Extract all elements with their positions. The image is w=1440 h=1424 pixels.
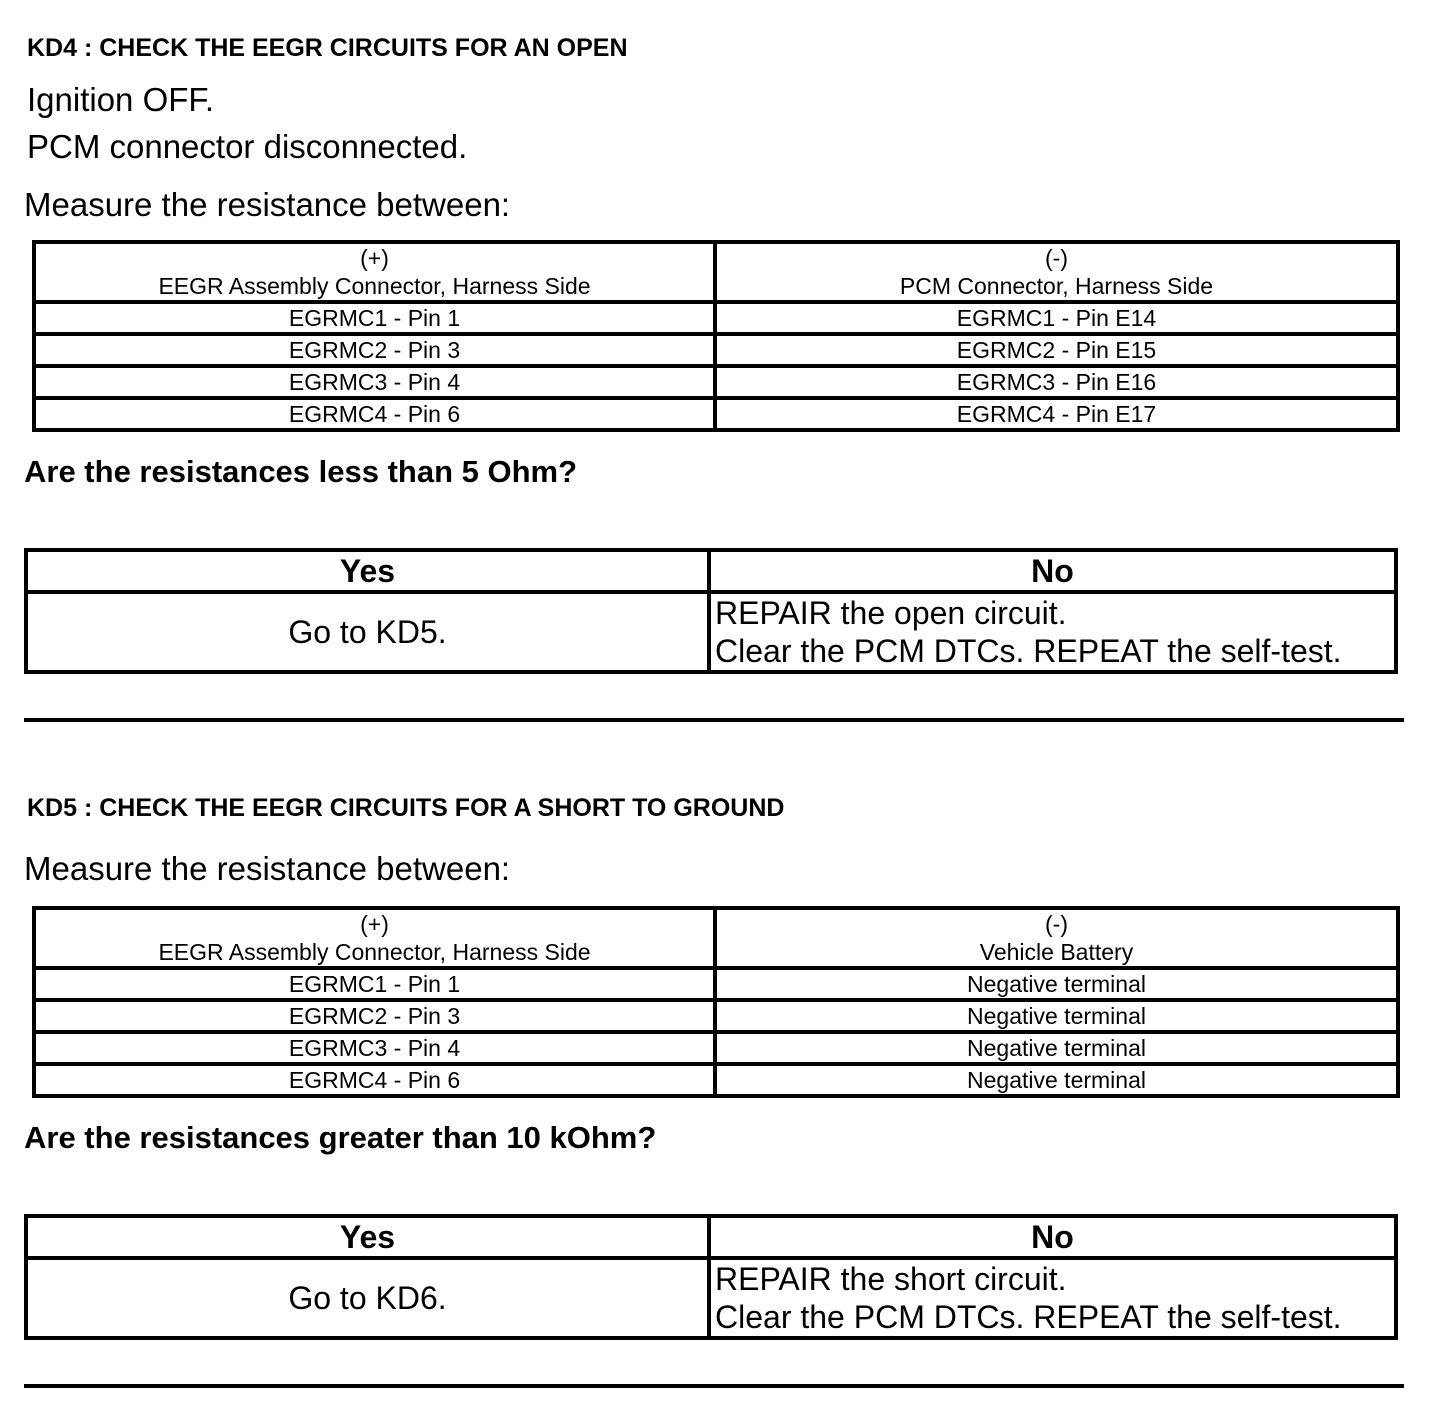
header-label: EEGR Assembly Connector, Harness Side — [158, 939, 591, 965]
kd5-measure-label: Measure the resistance between: — [24, 850, 511, 887]
decision-header-row — [26, 550, 1396, 592]
header-positive — [34, 908, 715, 968]
header-label: EEGR Assembly Connector, Harness Side — [158, 273, 591, 299]
table-cell: EGRMC1 - Pin 1 — [34, 302, 715, 334]
kd4-measure-table — [32, 240, 1400, 432]
kd4-decision-table — [24, 548, 1398, 674]
no-action-line: Clear the PCM DTCs. REPEAT the self-test. — [715, 633, 1342, 669]
header-label: PCM Connector, Harness Side — [899, 273, 1214, 299]
kd4-measure-label: Measure the resistance between: — [24, 186, 511, 223]
no-action-line: REPAIR the short circuit. — [715, 1261, 1067, 1297]
yes-header: Yes — [26, 1216, 709, 1258]
kd4-instruction-ignition: Ignition OFF. — [27, 81, 215, 118]
table-cell: Negative terminal — [715, 968, 1398, 1000]
table-row — [34, 968, 1398, 1000]
table-row — [34, 334, 1398, 366]
yes-action: Go to KD5. — [26, 592, 709, 672]
table-header-row — [34, 908, 1398, 968]
table-cell: EGRMC4 - Pin E17 — [715, 398, 1398, 430]
header-label: Vehicle Battery — [979, 939, 1134, 965]
section-divider — [24, 1384, 1404, 1388]
table-cell: Negative terminal — [715, 1064, 1398, 1096]
table-cell: EGRMC4 - Pin 6 — [34, 1064, 715, 1096]
table-header-row — [34, 242, 1398, 302]
table-cell: Negative terminal — [715, 1000, 1398, 1032]
table-row — [34, 1032, 1398, 1064]
kd4-question: Are the resistances less than 5 Ohm? — [24, 454, 578, 489]
decision-body-row — [26, 1258, 1396, 1338]
table-cell: EGRMC1 - Pin 1 — [34, 968, 715, 1000]
table-row — [34, 1064, 1398, 1096]
kd5-question: Are the resistances greater than 10 kOhm? — [24, 1120, 657, 1155]
header-negative — [715, 908, 1398, 968]
no-header: No — [709, 550, 1396, 592]
no-action-line: REPAIR the open circuit. — [715, 595, 1067, 631]
no-action — [709, 592, 1396, 672]
kd5-decision-table — [24, 1214, 1398, 1340]
kd4-instruction-connector: PCM connector disconnected. — [27, 128, 468, 165]
table-row — [34, 1000, 1398, 1032]
header-sign: (+) — [360, 911, 389, 937]
table-cell: EGRMC3 - Pin 4 — [34, 366, 715, 398]
header-sign: (-) — [1045, 911, 1068, 937]
table-row — [34, 366, 1398, 398]
yes-header: Yes — [26, 550, 709, 592]
table-cell: EGRMC2 - Pin 3 — [34, 334, 715, 366]
table-cell: EGRMC3 - Pin E16 — [715, 366, 1398, 398]
header-sign: (-) — [1045, 245, 1068, 271]
header-negative — [715, 242, 1398, 302]
kd5-measure-table — [32, 906, 1400, 1098]
table-row — [34, 302, 1398, 334]
table-cell: EGRMC3 - Pin 4 — [34, 1032, 715, 1064]
decision-header-row — [26, 1216, 1396, 1258]
table-cell: Negative terminal — [715, 1032, 1398, 1064]
table-row — [34, 398, 1398, 430]
table-cell: EGRMC4 - Pin 6 — [34, 398, 715, 430]
header-sign: (+) — [360, 245, 389, 271]
no-header: No — [709, 1216, 1396, 1258]
no-action-line: Clear the PCM DTCs. REPEAT the self-test. — [715, 1299, 1342, 1335]
section-divider — [24, 718, 1404, 722]
no-action — [709, 1258, 1396, 1338]
header-positive — [34, 242, 715, 302]
table-cell: EGRMC1 - Pin E14 — [715, 302, 1398, 334]
decision-body-row — [26, 592, 1396, 672]
kd4-title: KD4 : CHECK THE EEGR CIRCUITS FOR AN OPEN — [27, 34, 628, 62]
table-cell: EGRMC2 - Pin 3 — [34, 1000, 715, 1032]
table-cell: EGRMC2 - Pin E15 — [715, 334, 1398, 366]
yes-action: Go to KD6. — [26, 1258, 709, 1338]
kd5-title: KD5 : CHECK THE EEGR CIRCUITS FOR A SHORT TO GROUND — [27, 794, 785, 822]
